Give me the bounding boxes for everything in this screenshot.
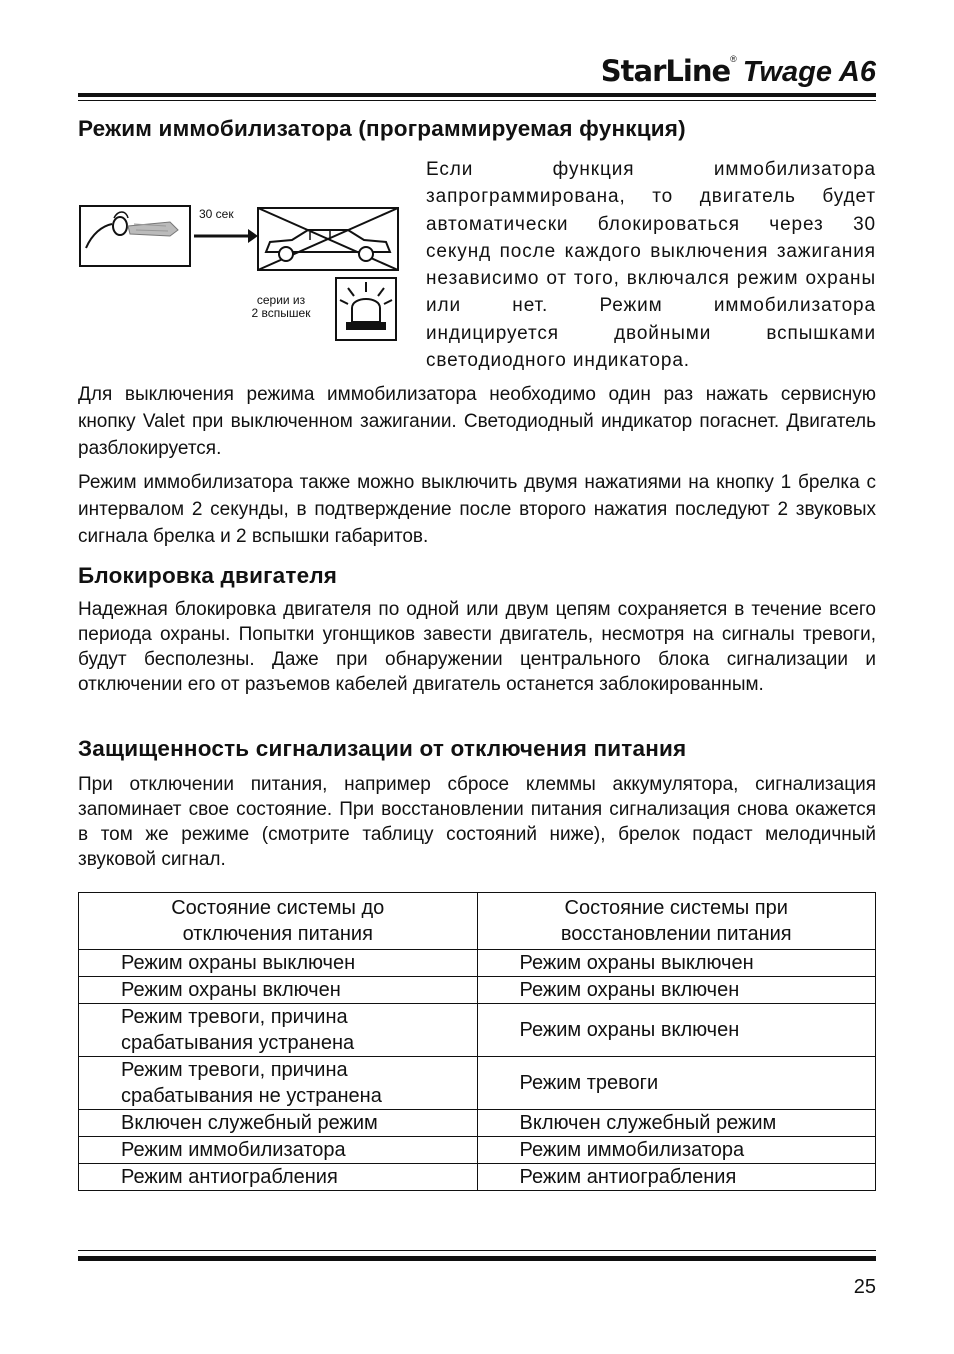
flash-label-line2: 2 вспышек [251, 306, 311, 320]
cell-after: Режим охраны включен [477, 1004, 876, 1057]
cell-after: Режим охраны выключен [477, 950, 876, 977]
table-row [79, 950, 876, 977]
immobilizer-para-1: Для выключения режима иммобилизатора необходимо один раз нажать сервисную кнопку Valet при выключенном зажигании. Светодиодный индикатор погаснет. Двигатель разблокируется. [78, 384, 876, 459]
brand-logo [601, 54, 876, 89]
engine-lock-heading: Блокировка двигателя [78, 563, 338, 588]
table-row [79, 1004, 876, 1057]
cell-before: Режим охраны выключен [79, 950, 478, 977]
cell-after: Включен служебный режим [477, 1110, 876, 1137]
cell-before-line2: срабатывания устранена [121, 1032, 355, 1054]
arrow-right-icon [194, 229, 258, 243]
engine-lock-text: Надежная блокировка двигателя по одной или двум цепям сохраняется в течение всего периода охраны. Попытки угонщиков завести двигатель, несмотря на сигналы тревоги, будут бесполезны. Даже при обнаружении центрального блока сигнализации и отключении его от разъемов кабелей двигатель останется заблокированным. [78, 599, 876, 695]
registered-mark: ® [730, 54, 737, 64]
header-rule-thick [78, 93, 876, 97]
table-row [79, 1057, 876, 1110]
footer-rule-thin [78, 1250, 876, 1251]
cell-before [79, 1057, 478, 1110]
flashing-lamp-icon [336, 278, 396, 340]
cell-before-line1: Режим тревоги, причина [121, 1059, 348, 1081]
delay-label: 30 сек [199, 207, 234, 221]
footer-rule-thick [78, 1256, 876, 1261]
table-row [79, 1137, 876, 1164]
cell-before: Режим иммобилизатора [79, 1137, 478, 1164]
cell-after: Режим антиограбления [477, 1164, 876, 1191]
power-protection-heading: Защищенность сигнализации от отключения питания [78, 736, 687, 761]
table-row [79, 1110, 876, 1137]
cell-before [79, 1004, 478, 1057]
header-before [79, 893, 478, 950]
cell-after: Режим иммобилизатора [477, 1137, 876, 1164]
table-row [79, 977, 876, 1004]
immobilizer-figure [78, 196, 400, 344]
header-before-line2: отключения питания [182, 923, 373, 945]
immobilizer-para-2: Режим иммобилизатора также можно выключить двумя нажатиями на кнопку 1 брелка с интервалом 2 секунды, в подтверждение после второго нажатия последуют 2 звуковых сигнала брелка и 2 вспышки габаритов. [78, 472, 876, 547]
ignition-key-icon [80, 206, 190, 266]
cell-before: Включен служебный режим [79, 1110, 478, 1137]
table-header-row [79, 893, 876, 950]
states-table [78, 892, 876, 1191]
power-protection-text: При отключении питания, например сбросе клеммы аккумулятора, сигнализация запоминает свое состояние. При восстановлении питания сигнализация снова окажется в том же режиме (смотрите таблицу состояний ниже), брелок подаст мелодичный звуковой сигнал. [78, 774, 876, 870]
brand-name: StarLine [600, 54, 731, 88]
header-rule-thin [78, 100, 876, 101]
cell-before-line1: Режим тревоги, причина [121, 1006, 348, 1028]
flash-label-line1: серии из [256, 293, 306, 307]
header-after-line2: восстановлении питания [560, 923, 792, 945]
table-row [79, 1164, 876, 1191]
cell-before: Режим охраны включен [79, 977, 478, 1004]
cell-before-line2: срабатывания не устранена [121, 1085, 382, 1107]
immobilizer-diagram [78, 196, 400, 344]
header-after [477, 893, 876, 950]
car-blocked-icon [258, 208, 398, 270]
immobilizer-side-text: Если функция иммобилизатора запрограммирована, то двигатель будет автоматически блокироваться через 30 секунд после каждого выключения зажигания независимо от того, включался режим охраны или нет. Режим иммобилизатора индицируется двойными вспышками светодиодного индикатора. [426, 159, 876, 372]
cell-after: Режим охраны включен [477, 977, 876, 1004]
header-before-line1: Состояние системы до [171, 897, 385, 919]
cell-before: Режим антиограбления [79, 1164, 478, 1191]
model-name: Twage A6 [742, 56, 876, 88]
immobilizer-heading: Режим иммобилизатора (программируемая функция) [78, 116, 686, 141]
header-after-line1: Состояние системы при [564, 897, 788, 919]
flash-label [244, 294, 318, 320]
page-header [78, 52, 876, 96]
cell-after: Режим тревоги [477, 1057, 876, 1110]
page-number: 25 [853, 1276, 876, 1298]
